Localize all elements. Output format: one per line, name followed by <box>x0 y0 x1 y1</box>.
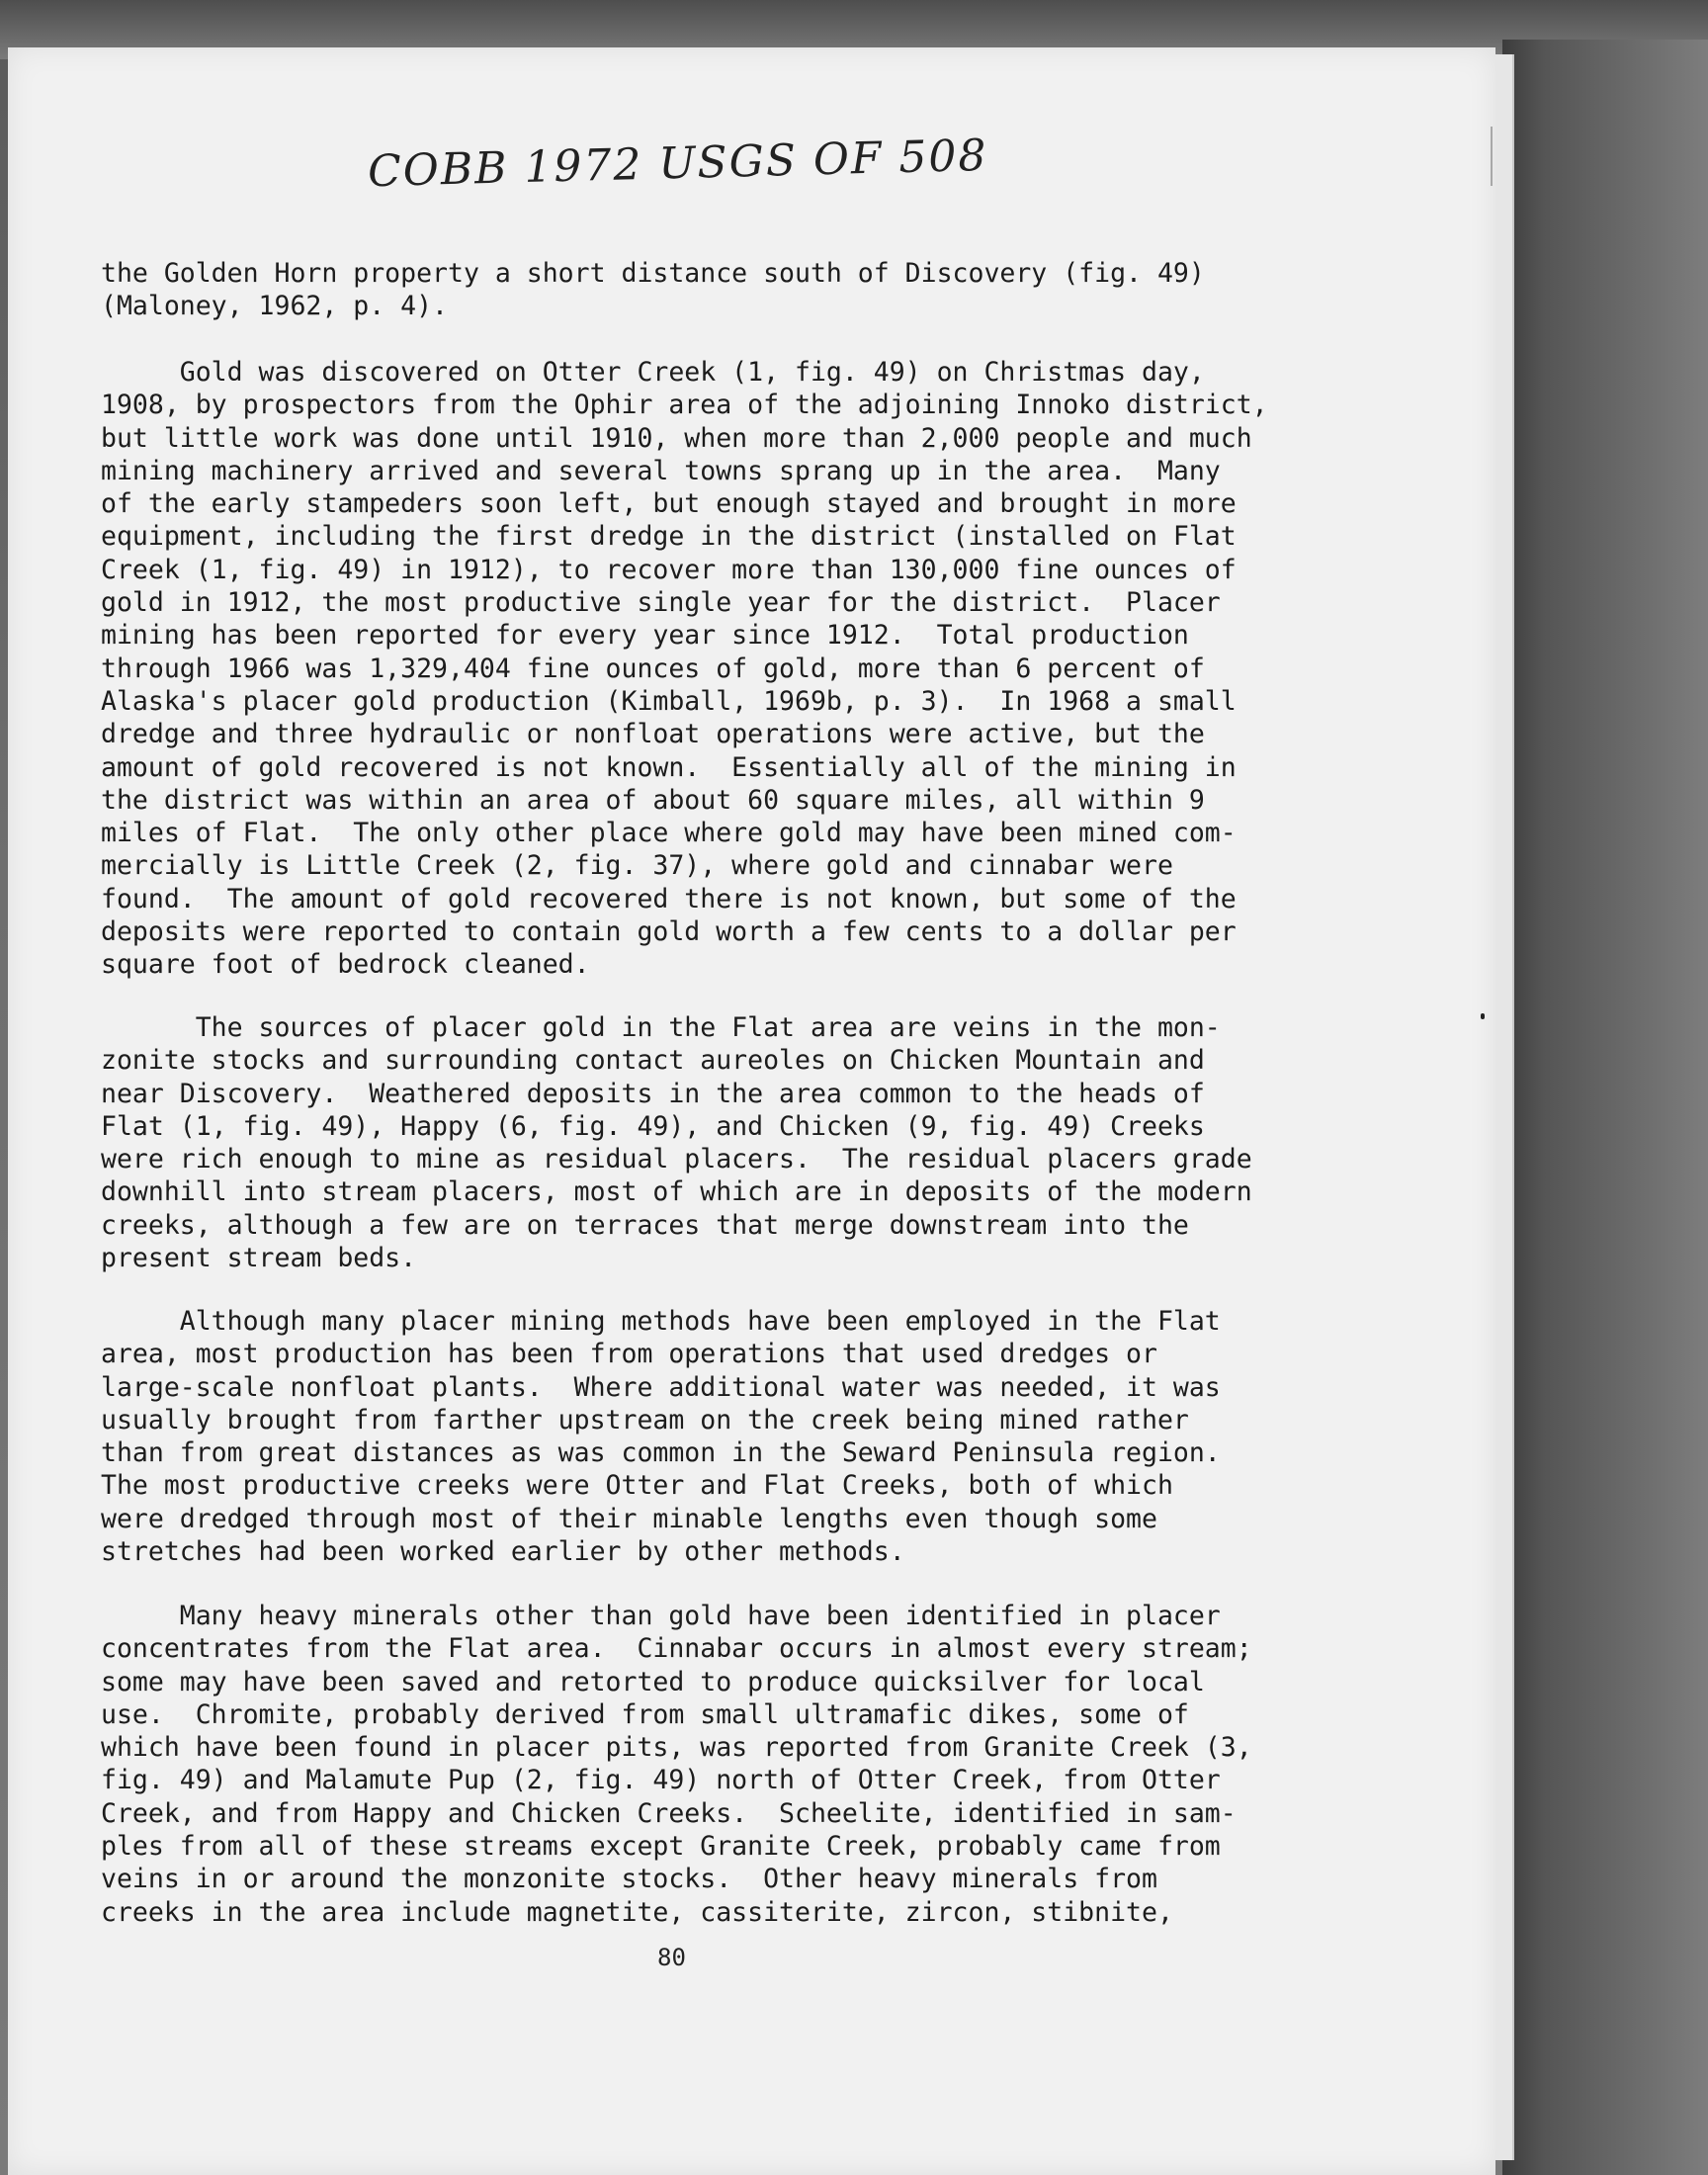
paragraph-4 <box>101 1305 1538 1568</box>
text-line: The sources of placer gold in the Flat area are veins in the mon- <box>101 1012 1221 1043</box>
text-line: Creek, and from Happy and Chicken Creeks. Scheelite, identified in sam- <box>101 1797 1237 1829</box>
text-line: 1908, by prospectors from the Ophir area of the adjoining Innoko district, <box>101 390 1268 421</box>
text-line: square foot of bedrock cleaned. <box>101 949 590 981</box>
text-line: Gold was discovered on Otter Creek (1, fig. 49) on Christmas day, <box>101 357 1205 388</box>
text-line: mercially is Little Creek (2, fig. 37), where gold and cinnabar were <box>101 850 1173 882</box>
text-line: large-scale nonfloat plants. Where additional water was needed, it was <box>101 1371 1221 1403</box>
text-line: Although many placer mining methods have been employed in the Flat <box>101 1306 1221 1337</box>
paragraph-5 <box>101 1600 1538 1929</box>
text-line: amount of gold recovered is not known. Essentially all of the mining in <box>101 751 1237 783</box>
text-line: the district was within an area of about 60 square miles, all within 9 <box>101 784 1205 816</box>
page-number: 80 <box>657 1944 686 1971</box>
text-line: Creek (1, fig. 49) in 1912), to recover more than 130,000 fine ounces of <box>101 554 1237 585</box>
text-line: (Maloney, 1962, p. 4). <box>101 291 448 322</box>
text-line: downhill into stream placers, most of which are in deposits of the modern <box>101 1176 1252 1208</box>
text-line: Alaska's placer gold production (Kimball, 1969b, p. 3). In 1968 a small <box>101 685 1237 717</box>
text-line: veins in or around the monzonite stocks. Other heavy minerals from <box>101 1864 1157 1895</box>
margin-mark <box>1491 127 1493 186</box>
text-line: deposits were reported to contain gold worth a few cents to a dollar per <box>101 916 1237 948</box>
text-line: which have been found in placer pits, was reported from Granite Creek (3, <box>101 1732 1252 1764</box>
text-line: Flat (1, fig. 49), Happy (6, fig. 49), and Chicken (9, fig. 49) Creeks <box>101 1110 1205 1142</box>
paragraph-3 <box>101 1011 1538 1274</box>
text-line: ples from all of these streams except Granite Creek, probably came from <box>101 1831 1221 1863</box>
text-line: use. Chromite, probably derived from small ultramafic dikes, some of <box>101 1698 1189 1730</box>
text-line: usually brought from farther upstream on the creek being mined rather <box>101 1404 1189 1436</box>
text-line: creeks, although a few are on terraces that merge downstream into the <box>101 1209 1189 1241</box>
text-line: than from great distances as was common in the Seward Peninsula region. <box>101 1437 1221 1469</box>
text-line: through 1966 was 1,329,404 fine ounces of gold, more than 6 percent of <box>101 652 1205 684</box>
paragraph-1 <box>101 257 1538 323</box>
text-line: concentrates from the Flat area. Cinnabar occurs in almost every stream; <box>101 1633 1252 1665</box>
text-line: mining machinery arrived and several towns sprang up in the area. Many <box>101 455 1221 486</box>
text-line: equipment, including the first dredge in the district (installed on Flat <box>101 521 1237 553</box>
text-line: miles of Flat. The only other place where gold may have been mined com- <box>101 818 1237 849</box>
text-line: but little work was done until 1910, when more than 2,000 people and much <box>101 422 1252 454</box>
text-line: were dredged through most of their minable lengths even though some <box>101 1503 1157 1534</box>
text-line: fig. 49) and Malamute Pup (2, fig. 49) north of Otter Creek, from Otter <box>101 1765 1221 1796</box>
text-line: stretches had been worked earlier by other methods. <box>101 1536 905 1568</box>
text-line: gold in 1912, the most productive single year for the district. Placer <box>101 587 1221 619</box>
text-line: zonite stocks and surrounding contact aureoles on Chicken Mountain and <box>101 1045 1205 1077</box>
text-line: of the early stampeders soon left, but enough stayed and brought in more <box>101 488 1237 520</box>
text-line: mining has been reported for every year since 1912. Total production <box>101 620 1189 652</box>
text-line: found. The amount of gold recovered there is not known, but some of the <box>101 883 1237 914</box>
scan-speck <box>1481 1013 1485 1019</box>
paragraph-2 <box>101 356 1538 982</box>
text-line: near Discovery. Weathered deposits in the area common to the heads of <box>101 1078 1205 1109</box>
text-line: some may have been saved and retorted to produce quicksilver for local <box>101 1666 1205 1697</box>
text-line: present stream beds. <box>101 1243 417 1274</box>
text-line: the Golden Horn property a short distance south of Discovery (fig. 49) <box>101 258 1205 289</box>
handwritten-annotation: COBB 1972 USGS OF 508 <box>367 130 988 198</box>
text-line: The most productive creeks were Otter and Flat Creeks, both of which <box>101 1470 1173 1502</box>
text-line: dredge and three hydraulic or nonfloat operations were active, but the <box>101 719 1205 750</box>
text-line: creeks in the area include magnetite, cassiterite, zircon, stibnite, <box>101 1896 1173 1928</box>
text-line: Many heavy minerals other than gold have been identified in placer <box>101 1601 1221 1631</box>
text-line: area, most production has been from operations that used dredges or <box>101 1339 1157 1370</box>
text-line: were rich enough to mine as residual placers. The residual placers grade <box>101 1144 1252 1175</box>
